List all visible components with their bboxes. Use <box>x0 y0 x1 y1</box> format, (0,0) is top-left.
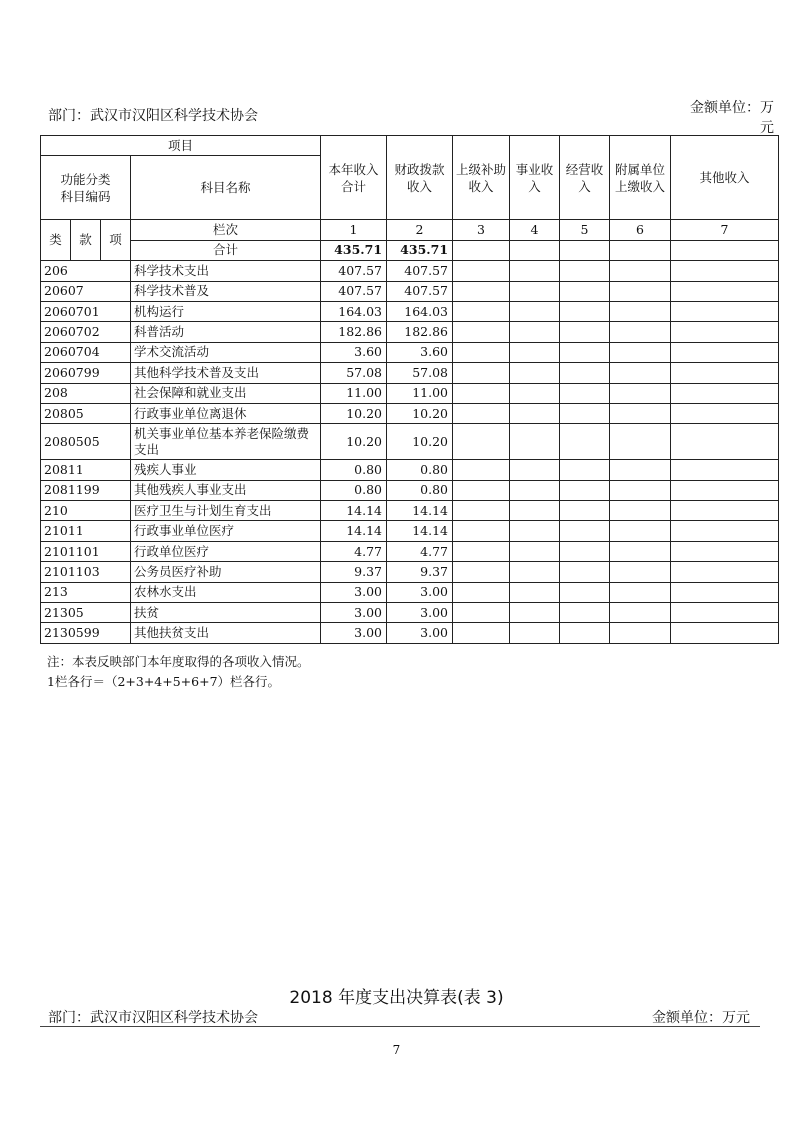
empty-cell <box>671 342 779 362</box>
subject-name-cell: 扶贫 <box>131 603 321 623</box>
empty-cell <box>560 603 610 623</box>
table-row <box>41 521 779 541</box>
empty-cell <box>510 322 560 342</box>
total-income-cell: 9.37 <box>321 562 387 582</box>
table-row <box>41 582 779 602</box>
empty-cell <box>453 363 510 383</box>
empty-cell <box>510 501 560 521</box>
empty-cell <box>560 363 610 383</box>
empty-cell <box>671 460 779 480</box>
table-row <box>41 424 779 460</box>
column-number: 4 <box>510 220 560 240</box>
subject-name-cell: 社会保障和就业支出 <box>131 383 321 403</box>
col4-header: 事业收入 <box>510 136 560 220</box>
total-income-cell: 164.03 <box>321 301 387 321</box>
empty-cell <box>671 501 779 521</box>
total-label: 合计 <box>131 240 321 260</box>
func-code-header: 功能分类科目编码 <box>41 156 131 220</box>
empty-cell <box>671 582 779 602</box>
column-number: 5 <box>560 220 610 240</box>
fiscal-income-cell: 11.00 <box>387 383 453 403</box>
fiscal-income-cell: 407.57 <box>387 281 453 301</box>
empty-cell <box>610 383 671 403</box>
total-income-cell: 57.08 <box>321 363 387 383</box>
empty-cell <box>560 281 610 301</box>
fiscal-income-cell: 9.37 <box>387 562 453 582</box>
empty-cell <box>453 322 510 342</box>
total-income-cell: 14.14 <box>321 501 387 521</box>
empty-cell <box>610 623 671 643</box>
empty-cell <box>671 363 779 383</box>
total-income-cell: 3.00 <box>321 603 387 623</box>
func-code-cell: 20811 <box>41 460 131 480</box>
kuan-header: 款 <box>71 220 101 261</box>
empty-cell <box>510 424 560 460</box>
subject-name-header: 科目名称 <box>131 156 321 220</box>
table-row <box>41 480 779 500</box>
table-row <box>41 261 779 281</box>
func-code-cell: 2060799 <box>41 363 131 383</box>
table-row <box>41 460 779 480</box>
empty-cell <box>453 383 510 403</box>
empty-cell <box>510 480 560 500</box>
table-row <box>41 342 779 362</box>
table-row <box>41 562 779 582</box>
empty-cell <box>610 403 671 423</box>
subject-name-cell: 其他残疾人事业支出 <box>131 480 321 500</box>
subject-name-cell: 行政单位医疗 <box>131 541 321 561</box>
department-label: 部门：武汉市汉阳区科学技术协会 <box>48 108 258 124</box>
col2-header: 财政拨款收入 <box>387 136 453 220</box>
empty-cell <box>610 261 671 281</box>
func-code-cell: 2080505 <box>41 424 131 460</box>
empty-cell <box>610 582 671 602</box>
fiscal-income-cell: 3.00 <box>387 623 453 643</box>
fiscal-income-cell: 0.80 <box>387 460 453 480</box>
subject-name-cell: 医疗卫生与计划生育支出 <box>131 501 321 521</box>
subject-name-cell: 机关事业单位基本养老保险缴费支出 <box>131 424 321 460</box>
empty-cell <box>671 623 779 643</box>
xiang-header: 项 <box>101 220 131 261</box>
empty-cell <box>671 562 779 582</box>
divider-line <box>40 1026 760 1027</box>
subject-name-cell: 行政事业单位离退休 <box>131 403 321 423</box>
column-number: 2 <box>387 220 453 240</box>
amount-unit-label: 金额单位：万元 <box>690 100 774 136</box>
table-row <box>41 623 779 643</box>
table-row <box>41 501 779 521</box>
fiscal-income-cell: 164.03 <box>387 301 453 321</box>
empty-cell <box>560 582 610 602</box>
column-number: 6 <box>610 220 671 240</box>
empty-cell <box>610 603 671 623</box>
empty-cell <box>671 603 779 623</box>
header-row-order <box>41 220 779 240</box>
empty-cell <box>610 281 671 301</box>
table-row <box>41 541 779 561</box>
empty-cell <box>560 521 610 541</box>
subject-name-cell: 科学技术支出 <box>131 261 321 281</box>
func-code-cell: 20607 <box>41 281 131 301</box>
col3-header: 上级补助收入 <box>453 136 510 220</box>
func-code-cell: 208 <box>41 383 131 403</box>
subject-name-cell: 其他扶贫支出 <box>131 623 321 643</box>
empty-cell <box>510 383 560 403</box>
empty-cell <box>510 363 560 383</box>
empty-cell <box>560 460 610 480</box>
total-income-cell: 14.14 <box>321 521 387 541</box>
empty-cell <box>671 480 779 500</box>
empty-cell <box>453 261 510 281</box>
subject-name-cell: 学术交流活动 <box>131 342 321 362</box>
subject-name-cell: 公务员医疗补助 <box>131 562 321 582</box>
subject-name-cell: 农林水支出 <box>131 582 321 602</box>
table-row <box>41 383 779 403</box>
subject-name-cell: 科普活动 <box>131 322 321 342</box>
column-order-label: 栏次 <box>131 220 321 240</box>
fiscal-income-cell: 14.14 <box>387 521 453 541</box>
empty-cell <box>510 582 560 602</box>
empty-cell <box>453 460 510 480</box>
empty-cell <box>453 281 510 301</box>
fiscal-income-cell: 182.86 <box>387 322 453 342</box>
total-income-cell: 0.80 <box>321 480 387 500</box>
empty-cell <box>671 261 779 281</box>
table-notes <box>47 652 310 692</box>
empty-cell <box>560 342 610 362</box>
empty-cell <box>671 322 779 342</box>
col7-header: 其他收入 <box>671 136 779 220</box>
empty-cell <box>453 403 510 423</box>
empty-cell <box>671 383 779 403</box>
empty-cell <box>610 460 671 480</box>
empty-cell <box>671 403 779 423</box>
col6-header: 附属单位上缴收入 <box>610 136 671 220</box>
empty-cell <box>453 301 510 321</box>
note-line-1: 注：本表反映部门本年度取得的各项收入情况。 <box>47 654 310 669</box>
fiscal-income-cell: 4.77 <box>387 541 453 561</box>
subject-name-cell: 机构运行 <box>131 301 321 321</box>
table-row <box>41 603 779 623</box>
total-income-cell: 3.00 <box>321 623 387 643</box>
fiscal-income-cell: 57.08 <box>387 363 453 383</box>
total-income-cell: 407.57 <box>321 281 387 301</box>
table-row <box>41 301 779 321</box>
empty-cell <box>560 383 610 403</box>
column-number: 3 <box>453 220 510 240</box>
empty-cell <box>610 480 671 500</box>
empty-cell <box>610 424 671 460</box>
total-income-cell: 3.00 <box>321 582 387 602</box>
item-header: 项目 <box>41 136 321 156</box>
func-code-cell: 2101101 <box>41 541 131 561</box>
empty-cell <box>560 301 610 321</box>
func-code-cell: 2060701 <box>41 301 131 321</box>
empty-cell <box>610 562 671 582</box>
func-code-cell: 206 <box>41 261 131 281</box>
fiscal-income-cell: 14.14 <box>387 501 453 521</box>
subject-name-cell: 行政事业单位医疗 <box>131 521 321 541</box>
func-code-cell: 213 <box>41 582 131 602</box>
table-row <box>41 363 779 383</box>
func-code-cell: 2060704 <box>41 342 131 362</box>
empty-cell <box>453 582 510 602</box>
table-row <box>41 281 779 301</box>
empty-cell <box>453 562 510 582</box>
total-row <box>41 240 779 260</box>
total-income-cell: 407.57 <box>321 261 387 281</box>
empty-cell <box>610 521 671 541</box>
note-line-2: 1栏各行＝（2+3+4+5+6+7）栏各行。 <box>47 674 281 689</box>
empty-cell <box>671 521 779 541</box>
empty-cell <box>560 562 610 582</box>
header-row-item <box>41 136 779 156</box>
empty-cell <box>510 603 560 623</box>
empty-cell <box>453 541 510 561</box>
fiscal-income-cell: 3.60 <box>387 342 453 362</box>
empty-cell <box>453 342 510 362</box>
empty-cell <box>453 623 510 643</box>
func-code-cell: 21305 <box>41 603 131 623</box>
fiscal-income-cell: 10.20 <box>387 403 453 423</box>
func-code-cell: 2081199 <box>41 480 131 500</box>
next-table-title: 2018 年度支出决算表(表 3) <box>289 988 504 1008</box>
empty-cell <box>510 541 560 561</box>
empty-cell <box>510 460 560 480</box>
empty-cell <box>671 281 779 301</box>
func-code-cell: 2101103 <box>41 562 131 582</box>
empty-cell <box>510 521 560 541</box>
empty-cell <box>610 541 671 561</box>
empty-cell <box>610 363 671 383</box>
empty-cell <box>671 301 779 321</box>
lei-header: 类 <box>41 220 71 261</box>
empty-cell <box>510 301 560 321</box>
empty-cell <box>510 342 560 362</box>
total-income-cell: 10.20 <box>321 424 387 460</box>
func-code-cell: 210 <box>41 501 131 521</box>
empty-cell <box>560 424 610 460</box>
empty-cell <box>510 261 560 281</box>
empty-cell <box>453 603 510 623</box>
subject-name-cell: 其他科学技术普及支出 <box>131 363 321 383</box>
empty-cell <box>510 623 560 643</box>
func-code-cell: 2060702 <box>41 322 131 342</box>
fiscal-income-cell: 0.80 <box>387 480 453 500</box>
empty-cell <box>560 501 610 521</box>
subject-name-cell: 残疾人事业 <box>131 460 321 480</box>
next-table-department: 部门：武汉市汉阳区科学技术协会 <box>48 1010 258 1026</box>
empty-cell <box>560 261 610 281</box>
fiscal-income-cell: 3.00 <box>387 603 453 623</box>
empty-cell <box>560 322 610 342</box>
col5-header: 经营收入 <box>560 136 610 220</box>
func-code-cell: 20805 <box>41 403 131 423</box>
empty-cell <box>510 281 560 301</box>
empty-cell <box>453 501 510 521</box>
total-income-cell: 3.60 <box>321 342 387 362</box>
fiscal-income-cell: 407.57 <box>387 261 453 281</box>
empty-cell <box>560 403 610 423</box>
func-code-cell: 2130599 <box>41 623 131 643</box>
func-code-cell: 21011 <box>41 521 131 541</box>
table-row <box>41 403 779 423</box>
col1-header: 本年收入合计 <box>321 136 387 220</box>
fiscal-income-cell: 10.20 <box>387 424 453 460</box>
fiscal-income-cell: 3.00 <box>387 582 453 602</box>
empty-cell <box>510 403 560 423</box>
total-income-cell: 4.77 <box>321 541 387 561</box>
total-income-cell: 11.00 <box>321 383 387 403</box>
empty-cell <box>560 541 610 561</box>
empty-cell <box>671 424 779 460</box>
empty-cell <box>453 521 510 541</box>
total-income-cell: 10.20 <box>321 403 387 423</box>
empty-cell <box>610 301 671 321</box>
empty-cell <box>560 480 610 500</box>
income-table <box>40 135 779 644</box>
empty-cell <box>510 562 560 582</box>
total-income-cell: 0.80 <box>321 460 387 480</box>
subject-name-cell: 科学技术普及 <box>131 281 321 301</box>
empty-cell <box>453 424 510 460</box>
total-income-cell: 182.86 <box>321 322 387 342</box>
empty-cell <box>453 480 510 500</box>
total-col1: 435.71 <box>321 240 387 260</box>
page-number: 7 <box>392 1043 401 1057</box>
empty-cell <box>671 541 779 561</box>
next-table-unit: 金额单位：万元 <box>652 1010 750 1026</box>
empty-cell <box>610 342 671 362</box>
table-row <box>41 322 779 342</box>
empty-cell <box>610 501 671 521</box>
column-number: 1 <box>321 220 387 240</box>
empty-cell <box>610 322 671 342</box>
total-col2: 435.71 <box>387 240 453 260</box>
column-number: 7 <box>671 220 779 240</box>
empty-cell <box>560 623 610 643</box>
